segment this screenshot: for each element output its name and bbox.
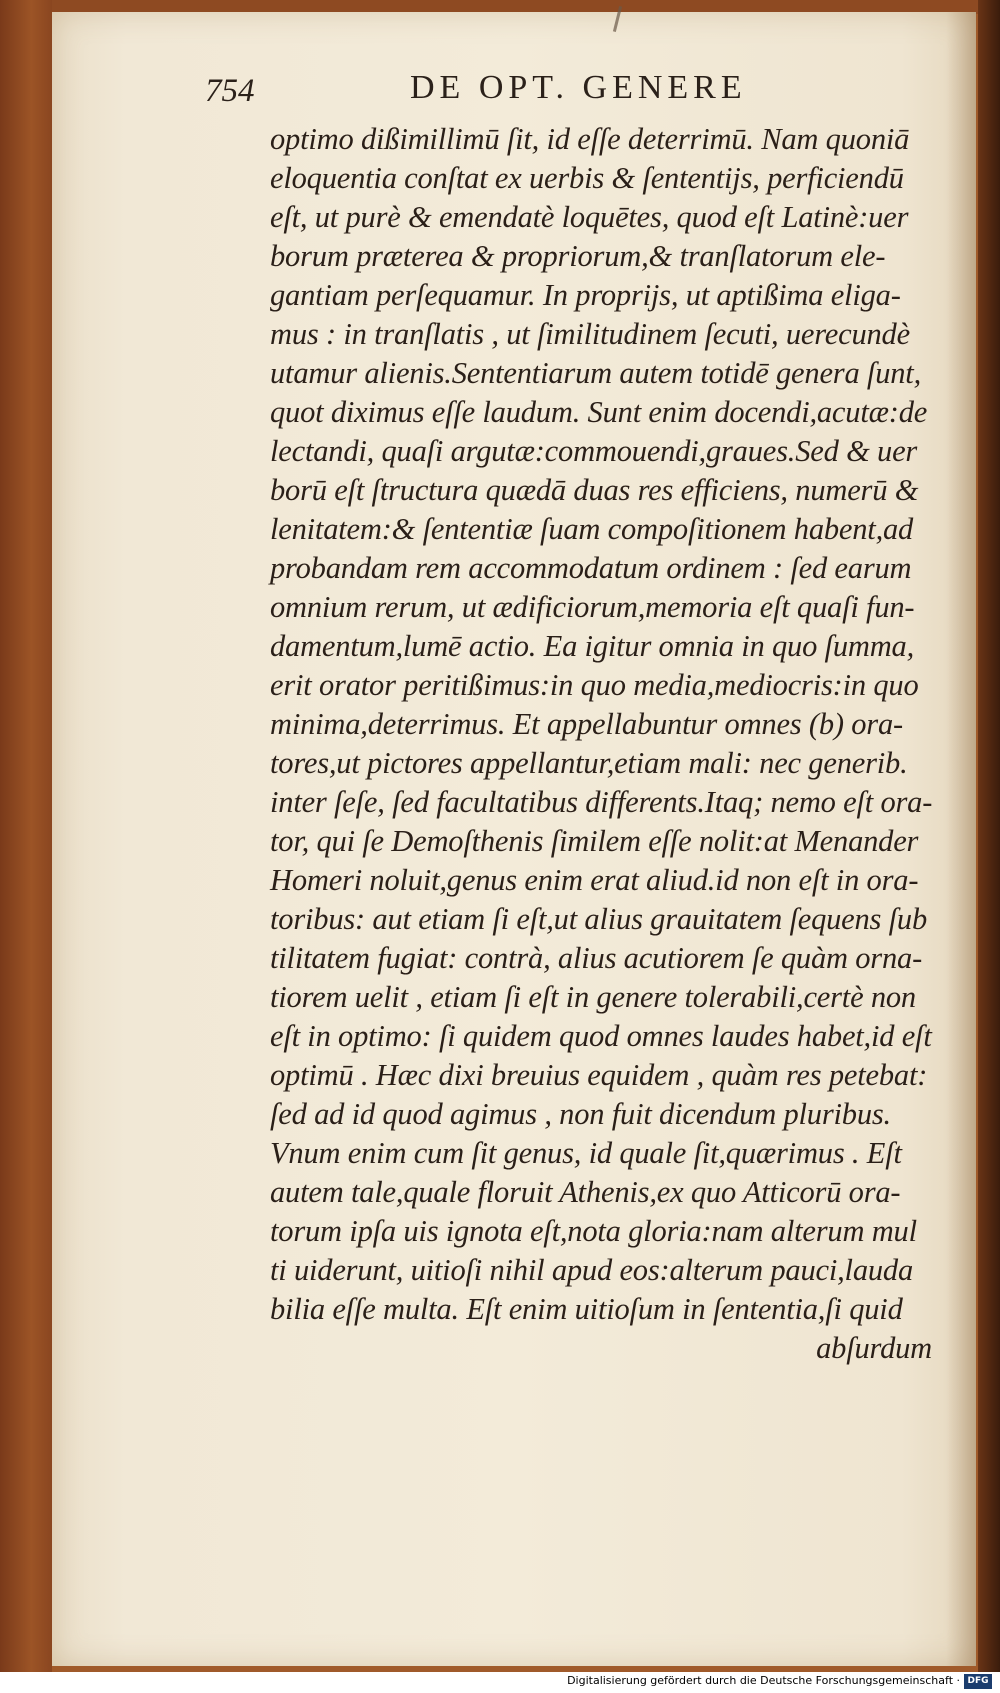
text-line: omnium rerum, ut ædificiorum,memoria eſt quaſi fun- — [270, 590, 915, 624]
running-head-title: DE OPT. GENERE — [410, 69, 747, 106]
text-line: optimū . Hæc dixi breuius equidem , quàm res petebat: — [270, 1058, 928, 1092]
spine-shadow — [946, 12, 976, 1666]
text-line: probandam rem accommodatum ordinem : ſed earum — [270, 551, 912, 585]
catchword: abſurdum — [816, 1331, 932, 1365]
text-line: eſt in optimo: ſi quidem quod omnes laudes habet,id eſt — [270, 1019, 932, 1053]
running-head — [205, 65, 945, 125]
text-line: torum ipſa uis ignota eſt,nota gloria:nam alterum mul — [270, 1214, 917, 1248]
text-line: Vnum enim cum ſit genus, id quale ſit,quærimus . Eſt — [270, 1136, 902, 1170]
text-line: ti uiderunt, uitioſi nihil apud eos:alterum pauci,lauda — [270, 1253, 914, 1287]
dfg-logo-icon: DFG — [964, 1674, 992, 1689]
text-line: tor, qui ſe Demoſthenis ſimilem eſſe nolit:at Menander — [270, 824, 919, 858]
text-line: borum præterea & propriorum,& tranſlatorum ele- — [270, 239, 886, 273]
text-line: borū eſt ſtructura quædā duas res efficiens, numerū & — [270, 473, 919, 507]
text-line: tores,ut pictores appellantur,etiam mali: nec generib. — [270, 746, 908, 780]
text-line: autem tale,quale floruit Athenis,ex quo Atticorū ora- — [270, 1175, 901, 1209]
text-line: tilitatem fugiat: contrà, alius acutiorem ſe quàm orna- — [270, 941, 923, 975]
text-line: mus : in tranſlatis , ut ſimilitudinem ſecuti, uerecundè — [270, 317, 910, 351]
text-line: bilia eſſe multa. Eſt enim uitioſum in ſententia,ſi quid — [270, 1292, 903, 1326]
text-line: tiorem uelit , etiam ſi eſt in genere tolerabili,certè non — [270, 980, 916, 1014]
text-line: gantiam perſequamur. In proprijs, ut aptißima eliga- — [270, 278, 901, 312]
scan-frame-right — [978, 0, 1000, 1693]
text-line: erit orator peritißimus:in quo media,mediocris:in quo — [270, 668, 919, 702]
text-line: toribus: aut etiam ſi eſt,ut alius grauitatem ſequens ſub — [270, 902, 928, 936]
text-line: lenitatem:& ſententiæ ſuam compoſitionem habent,ad — [270, 512, 914, 546]
text-line: quot diximus eſſe laudum. Sunt enim docendi,acutæ:de — [270, 395, 928, 429]
text-line: Homeri noluit,genus enim erat aliud.id non eſt in ora- — [270, 863, 919, 897]
text-line: eſt, ut purè & emendatè loquētes, quod eſt Latinè:uer — [270, 200, 909, 234]
footer-bar — [0, 1672, 1000, 1693]
text-line: optimo dißimillimū ſit, id eſſe deterrimū. Nam quoniā — [270, 122, 910, 156]
page-number: 754 — [205, 73, 255, 109]
text-line: ſed ad id quod agimus , non fuit dicendum pluribus. — [270, 1097, 891, 1131]
text-line: lectandi, quaſi argutæ:commouendi,graues.Sed & uer — [270, 434, 918, 468]
text-line: eloquentia conſtat ex uerbis & ſententijs, perficiendū — [270, 161, 904, 195]
scan-frame-left — [0, 0, 52, 1693]
text-line: minima,deterrimus. Et appellabuntur omnes (b) ora- — [270, 707, 903, 741]
text-line: inter ſeſe, ſed facultatibus differents.Itaq; nemo eſt ora- — [270, 785, 933, 819]
footer-credit: Digitalisierung gefördert durch die Deutsche Forschungsgemeinschaft · — [567, 1674, 960, 1687]
text-line: damentum,lumē actio. Ea igitur omnia in quo ſumma, — [270, 629, 915, 663]
text-line: utamur alienis.Sententiarum autem totidē genera ſunt, — [270, 356, 922, 390]
body-text — [270, 120, 932, 1368]
